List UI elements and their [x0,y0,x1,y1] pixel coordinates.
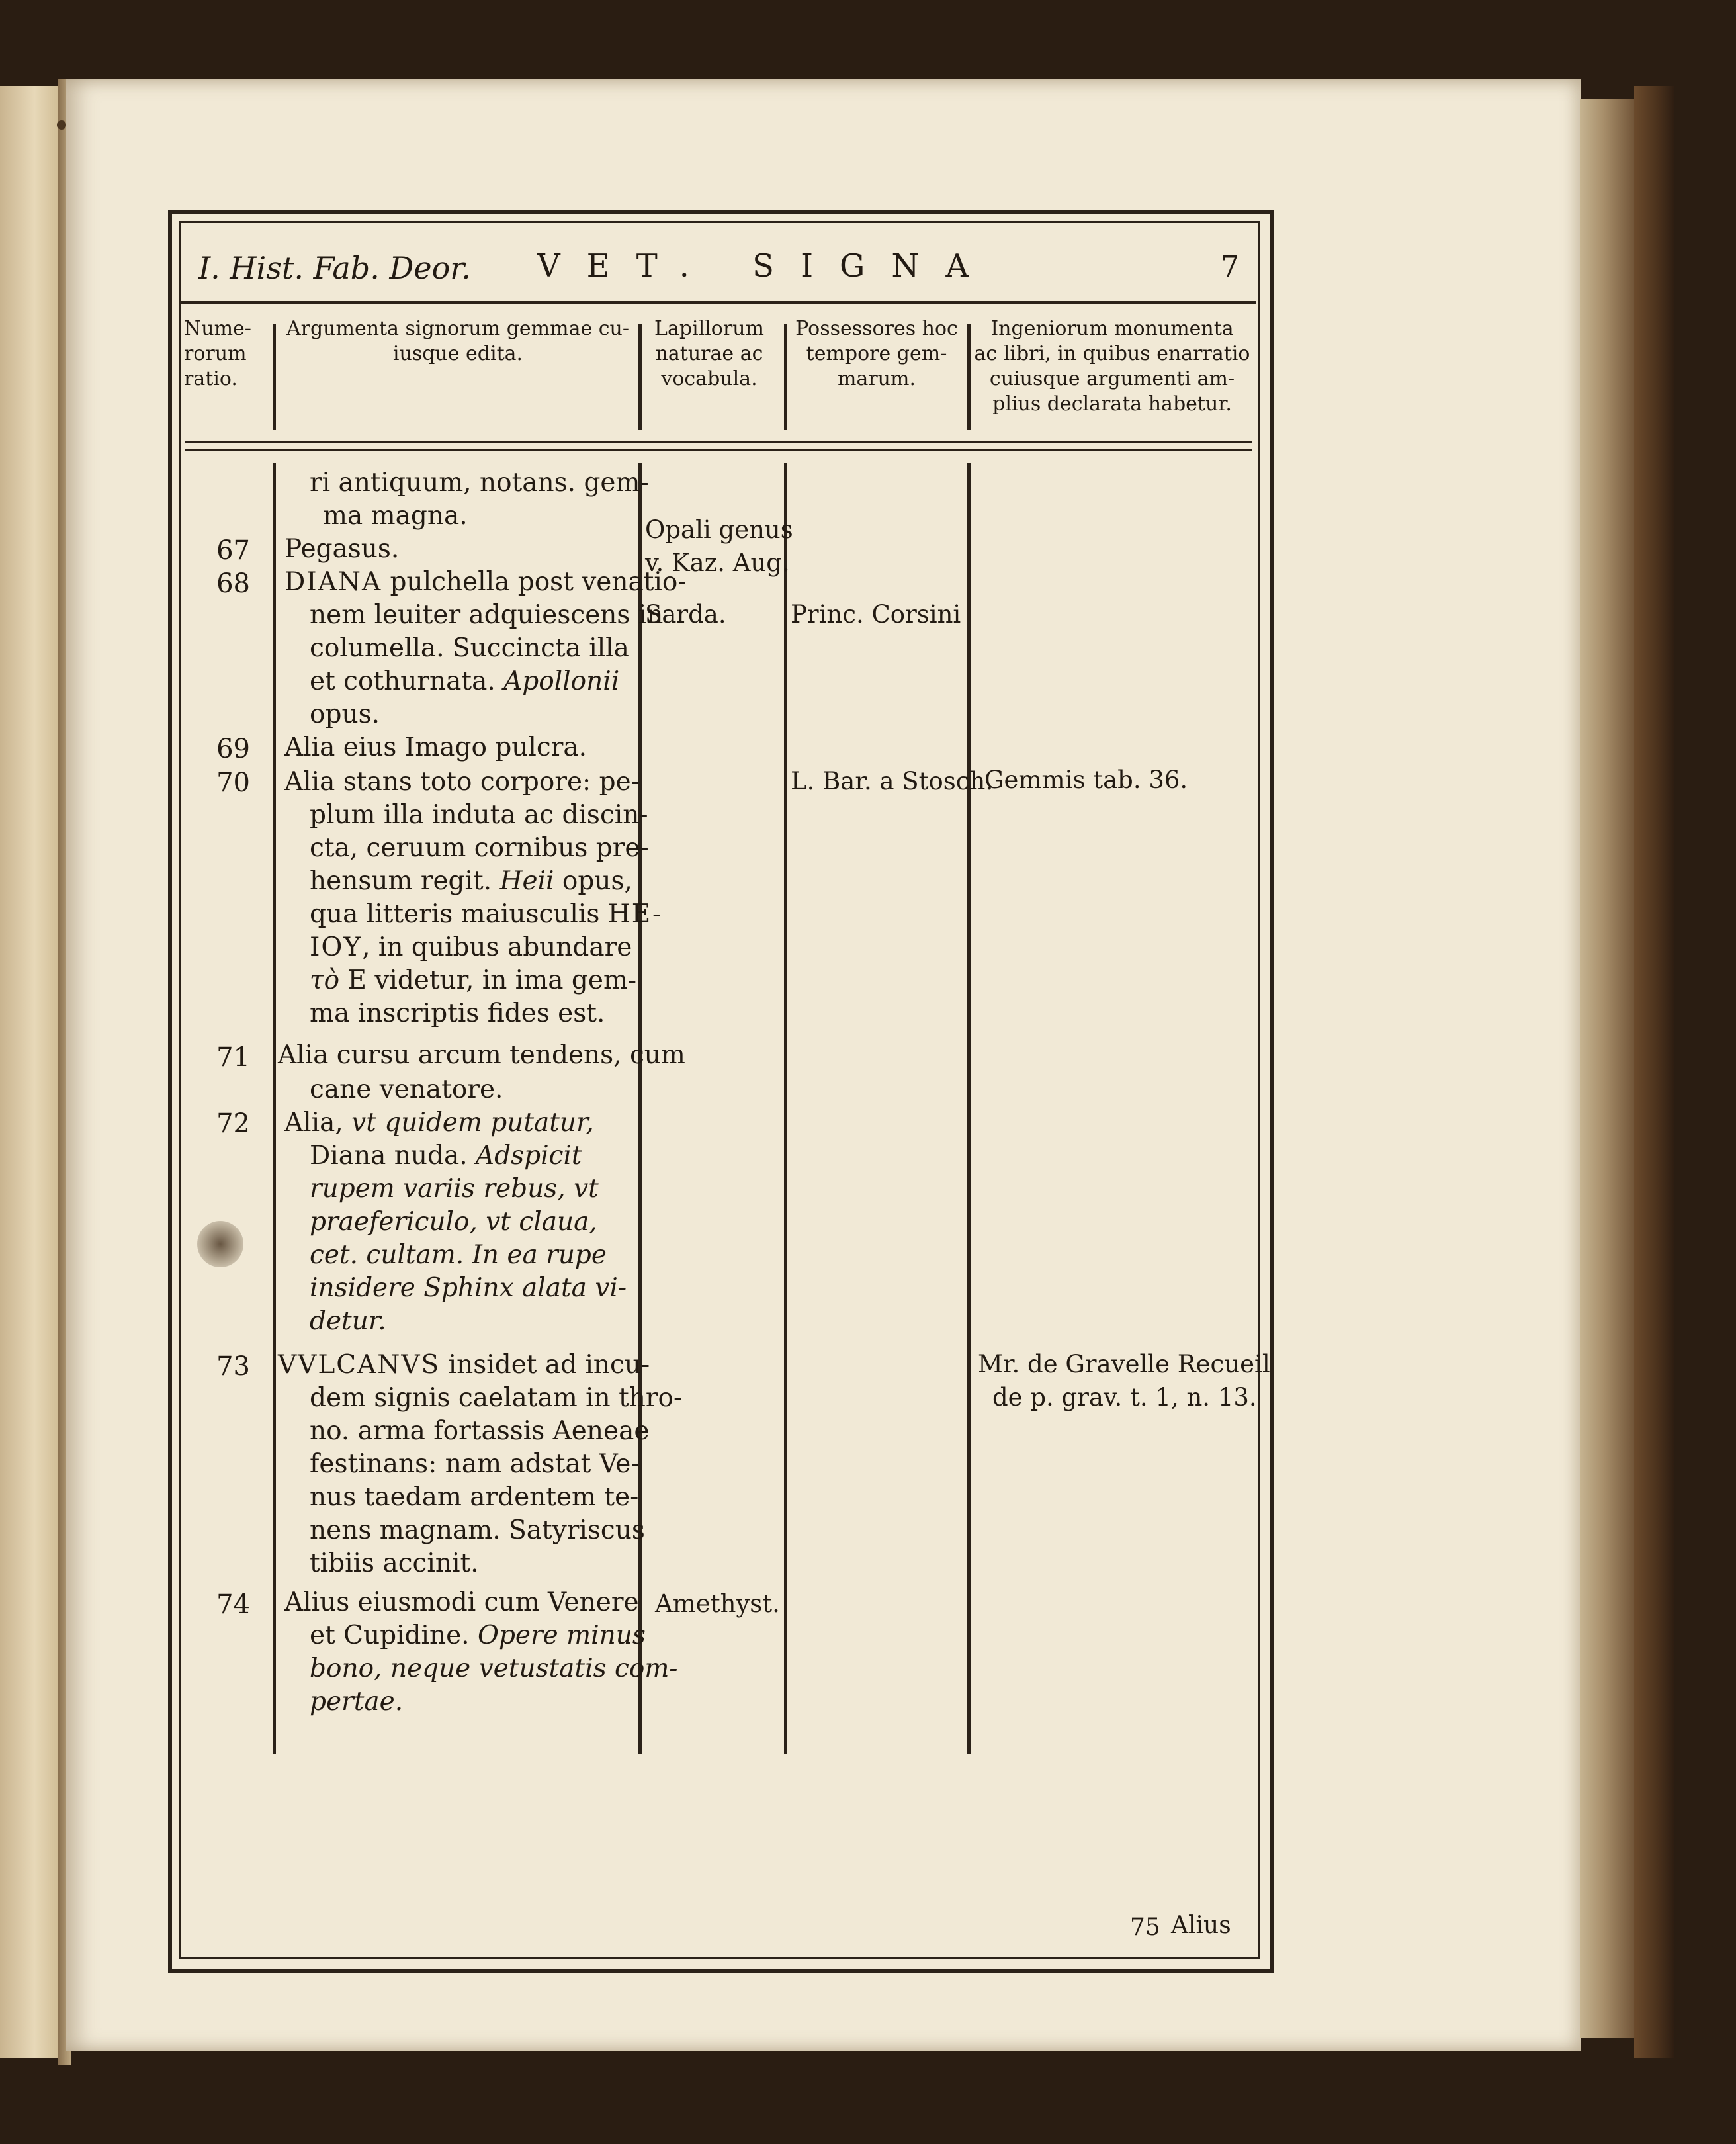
argument-line: τὸ E videtur, in ima gem- [310,965,637,995]
argument-line: detur. [310,1306,386,1336]
argument-line: bono, neque vetustatis com- [310,1654,678,1683]
catchword: Alius [1171,1912,1231,1939]
body-separator-4 [967,463,971,1754]
argument-line: pertae. [310,1687,404,1717]
argument-line: dem signis caelatam in thro- [310,1383,683,1413]
entry-number: 71 [216,1042,250,1073]
argument-line: IOY, in quibus abundare [310,932,632,962]
argument-line: rupem variis rebus, vt [310,1174,599,1204]
header-rule [181,301,1256,304]
owner-name: L. Bar. a Stosch. [791,767,994,795]
reference-entry: Mr. de Gravelle Recueil [978,1350,1270,1378]
argument-line: columella. Succincta illa [310,633,629,663]
argument-line: Alia stans toto corpore: pe- [284,767,640,797]
page-number: 7 [1221,250,1239,284]
catchword-number: 75 [1130,1914,1160,1941]
book-cover-edge [1634,86,1674,2058]
left-page-edge [0,86,63,2058]
entry-number: 70 [216,768,250,798]
argument-line: ma magna. [323,501,468,531]
argument-line: qua litteris maiusculis HE- [310,899,663,929]
argument-line: Alia, vt quidem putatur, [284,1108,594,1138]
argument-line: insidere Sphinx alata vi- [310,1273,627,1303]
argument-line: nens magnam. Satyriscus [310,1515,645,1545]
argument-line: DIANA pulchella post venatio- [284,567,687,597]
entry-number: 72 [216,1108,250,1139]
argument-line: plum illa induta ac discin- [310,800,648,830]
entry-number: 73 [216,1351,250,1382]
header-separator-3 [784,324,787,430]
argument-line: et cothurnata. Apollonii [310,666,620,696]
argument-line: festinans: nam adstat Ve- [310,1449,640,1479]
ink-dot [57,120,66,130]
stone-name: Amethyst. [655,1589,780,1618]
table-head-rule-1 [185,441,1252,443]
argument-line: opus. [310,699,380,729]
body-separator-2 [638,463,642,1754]
argument-line: VVLCANVS insidet ad incu- [278,1350,650,1380]
argument-line: Pegasus. [284,534,400,564]
argument-line: Alia cursu arcum tendens, cum [278,1040,685,1070]
argument-line: Alia eius Imago pulcra. [284,733,587,762]
argument-line: cane venatore. [310,1075,503,1104]
running-head-title: VET. SIGNA [537,247,996,285]
stone-name: v. Kaz. Aug. [645,549,790,577]
entry-number: 68 [216,568,250,599]
table-head-rule-2 [185,449,1252,451]
argument-line: cta, ceruum cornibus pre- [310,833,649,863]
stone-name: Sarda. [645,600,726,629]
reference-entry: Gemmis tab. 36. [984,766,1188,794]
entry-number: 69 [216,734,250,764]
argument-line: nem leuiter adquiescens in [310,600,664,630]
entry-number: 67 [216,535,250,566]
body-separator-3 [784,463,787,1754]
running-head-left: I. Hist. Fab. Deor. [198,250,471,286]
page-stack-edge [1580,99,1638,2038]
argument-line: Alius eiusmodi cum Venere [284,1587,639,1617]
header-separator-2 [638,324,642,430]
argument-line: tibiis accinit. [310,1548,479,1578]
argument-line: nus taedam ardentem te- [310,1482,639,1512]
header-separator-1 [273,324,276,430]
owner-name: Princ. Corsini [791,600,961,629]
reference-entry: de p. grav. t. 1, n. 13. [992,1383,1257,1411]
argument-line: ri antiquum, notans. gem- [310,468,649,498]
argument-line: praefericulo, vt claua, [310,1207,597,1237]
header-separator-4 [967,324,971,430]
argument-line: hensum regit. Heii opus, [310,866,632,896]
argument-line: no. arma fortassis Aeneae [310,1416,650,1446]
entry-number: 74 [216,1589,250,1620]
argument-line: Diana nuda. Adspicit [310,1141,582,1171]
argument-line: et Cupidine. Opere minus [310,1621,646,1650]
stone-name: Opali genus [645,515,793,544]
argument-line: ma inscriptis fides est. [310,999,605,1028]
argument-line: cet. cultam. In ea rupe [310,1240,607,1270]
body-separator-1 [273,463,276,1754]
